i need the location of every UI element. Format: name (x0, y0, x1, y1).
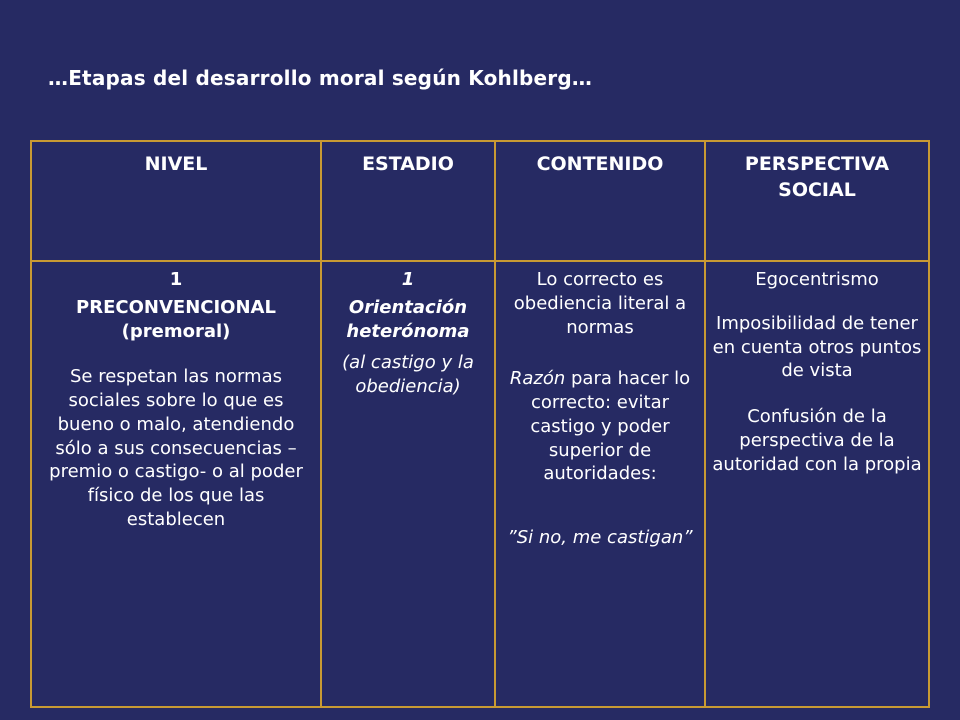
contenido-razon (502, 367, 698, 486)
kohlberg-stages-table (30, 140, 930, 708)
estadio-number: 1 (401, 269, 415, 290)
nivel-number: 1 (169, 269, 183, 290)
table-header-row (31, 141, 929, 261)
nivel-qualifier: (premoral) (121, 320, 231, 342)
cell-perspectiva-social (705, 261, 929, 707)
header-nivel: NIVEL (31, 141, 321, 261)
contenido-razon-rest: para hacer lo correcto: evitar castigo y poder superior de autoridades: (530, 368, 691, 485)
estadio-qualifier: (al castigo y la obediencia) (342, 352, 474, 397)
header-perspectiva-social: PERSPECTIVA SOCIAL (705, 141, 929, 261)
perspectiva-item-3: Confusión de la perspectiva de la autoridad con la propia (712, 406, 922, 475)
header-estadio: ESTADIO (321, 141, 495, 261)
cell-contenido (495, 261, 705, 707)
perspectiva-item-1: Egocentrismo (755, 269, 879, 290)
cell-nivel (31, 261, 321, 707)
table-row (31, 261, 929, 707)
page-title: …Etapas del desarrollo moral según Kohlberg… (48, 66, 593, 90)
nivel-name: PRECONVENCIONAL (76, 296, 276, 318)
estadio-name: Orientación heterónoma (346, 296, 470, 342)
nivel-description: Se respetan las normas sociales sobre lo que es bueno o malo, atendiendo sólo a sus consecuencias –premio o castigo- o al poder físico de los que las establecen (49, 366, 303, 530)
perspectiva-item-2: Imposibilidad de tener en cuenta otros puntos de vista (712, 312, 922, 382)
contenido-line1: Lo correcto es obediencia literal a normas (513, 269, 687, 338)
contenido-razon-word: Razón (509, 368, 566, 390)
header-contenido: CONTENIDO (495, 141, 705, 261)
cell-estadio (321, 261, 495, 707)
contenido-quote: ”Si no, me castigan” (507, 527, 693, 548)
